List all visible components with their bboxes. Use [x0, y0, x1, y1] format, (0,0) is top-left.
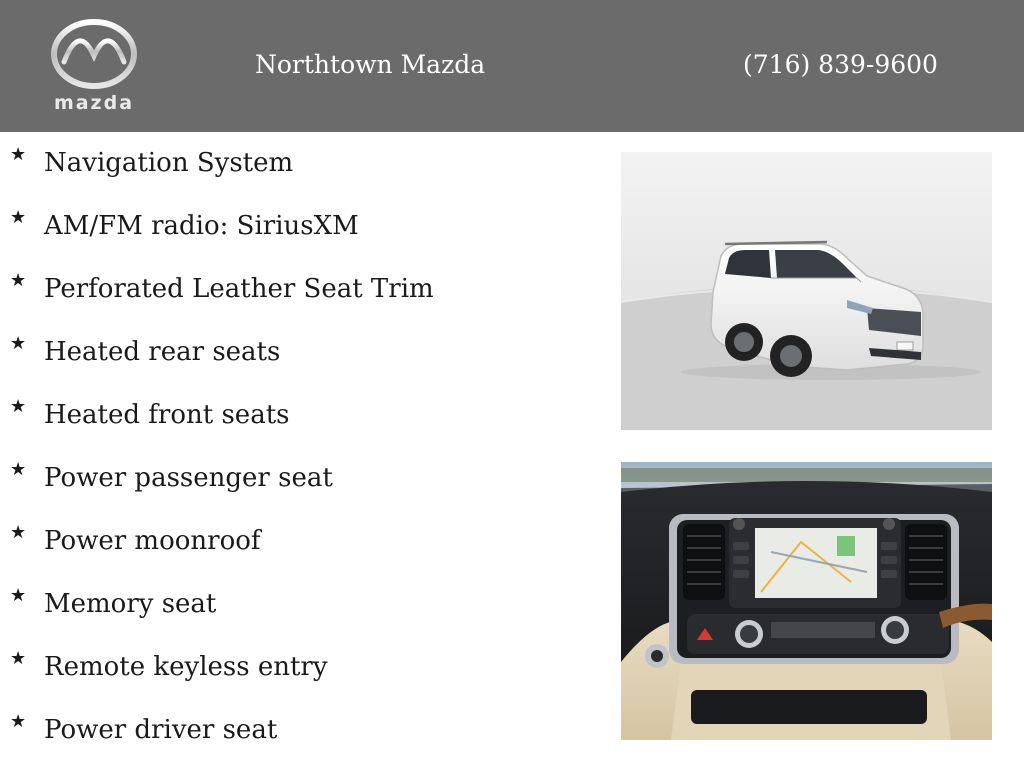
star-icon: ★ — [10, 585, 27, 606]
feature-label: Power driver seat — [44, 715, 278, 745]
vehicle-exterior-photo[interactable] — [621, 152, 992, 430]
feature-item — [10, 644, 434, 707]
header-bar — [0, 0, 1024, 132]
feature-label: Perforated Leather Seat Trim — [44, 274, 434, 304]
feature-item — [10, 581, 434, 644]
star-icon: ★ — [10, 207, 27, 228]
star-icon: ★ — [10, 459, 27, 480]
star-icon: ★ — [10, 648, 27, 669]
phone-number[interactable]: (716) 839-9600 — [743, 50, 938, 79]
mazda-logo[interactable] — [42, 18, 146, 116]
brand-wordmark: mazda — [53, 92, 135, 114]
feature-label: Power passenger seat — [44, 463, 333, 493]
feature-label: Power moonroof — [44, 526, 261, 556]
feature-label: AM/FM radio: SiriusXM — [44, 211, 359, 241]
star-icon: ★ — [10, 270, 27, 291]
feature-item — [10, 518, 434, 581]
dealer-name[interactable]: Northtown Mazda — [255, 50, 486, 79]
feature-item — [10, 707, 434, 770]
dashboard-photo[interactable] — [621, 462, 992, 740]
feature-label: Navigation System — [44, 148, 294, 178]
feature-item — [10, 140, 434, 203]
mazda-emblem-icon — [50, 18, 138, 90]
star-icon: ★ — [10, 333, 27, 354]
feature-label: Remote keyless entry — [44, 652, 328, 682]
feature-item — [10, 329, 434, 392]
star-icon: ★ — [10, 522, 27, 543]
feature-label: Memory seat — [44, 589, 217, 619]
feature-list — [10, 140, 434, 770]
star-icon: ★ — [10, 144, 27, 165]
feature-label: Heated rear seats — [44, 337, 281, 367]
feature-item — [10, 392, 434, 455]
feature-item — [10, 203, 434, 266]
feature-label: Heated front seats — [44, 400, 290, 430]
star-icon: ★ — [10, 711, 27, 732]
feature-item — [10, 266, 434, 329]
star-icon: ★ — [10, 396, 27, 417]
feature-item — [10, 455, 434, 518]
